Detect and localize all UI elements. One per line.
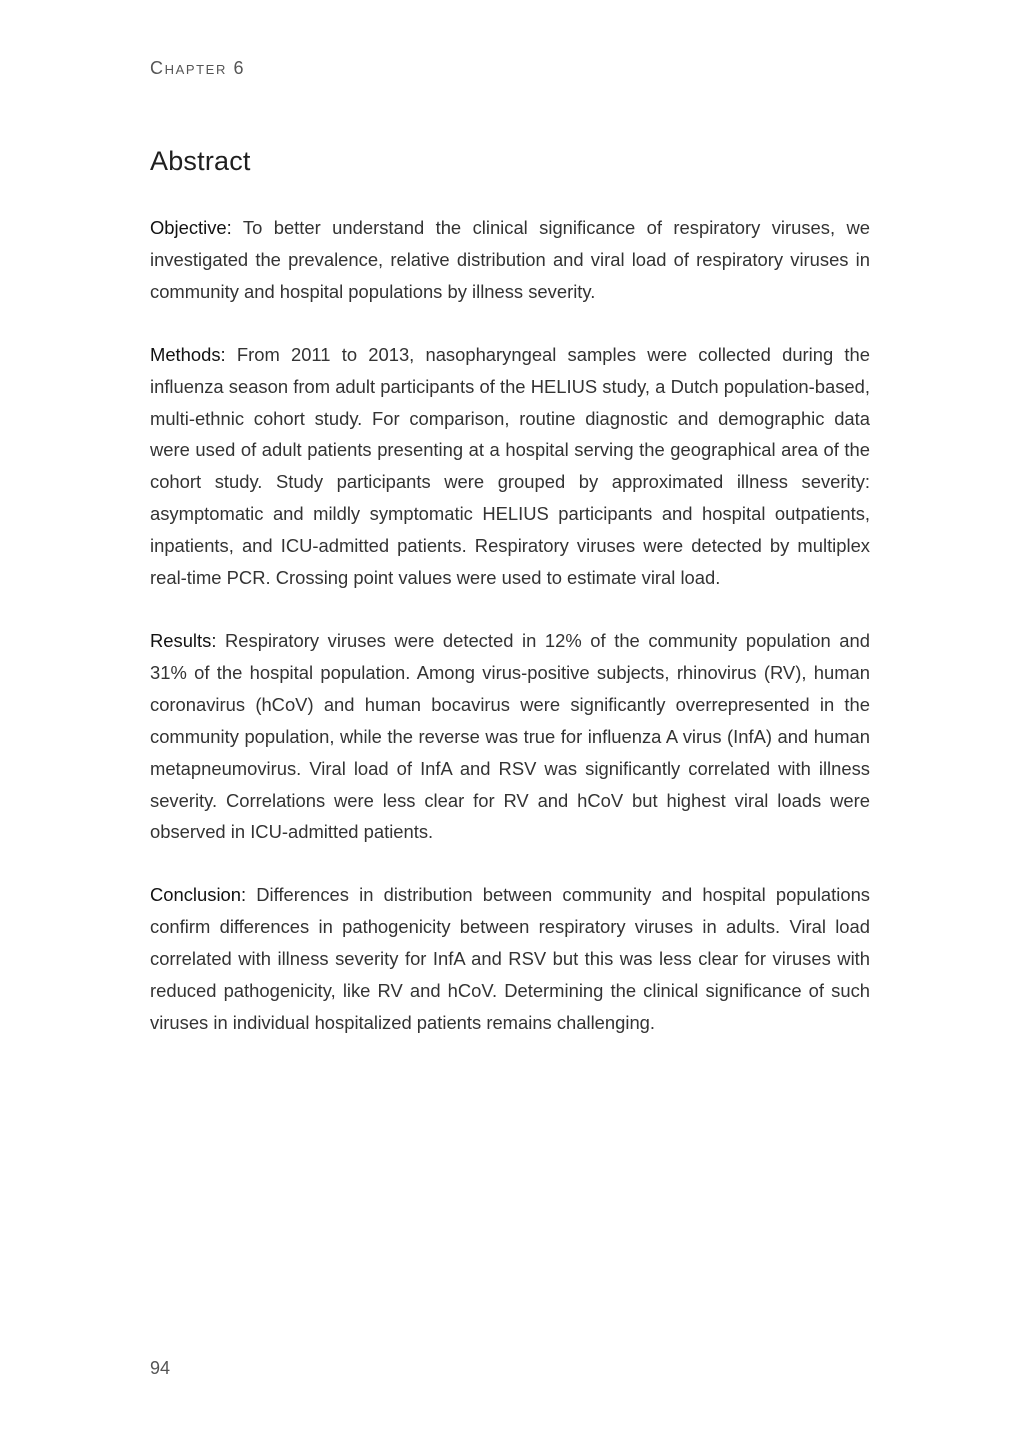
running-head: Chapter 6 [150, 58, 246, 78]
page-number: 94 [150, 1358, 171, 1378]
conclusion-label: Conclusion: [150, 884, 247, 906]
conclusion-paragraph [150, 879, 870, 1039]
objective-paragraph [150, 212, 870, 308]
page-title: Abstract [150, 146, 251, 176]
results-label: Results: [150, 629, 217, 651]
methods-text: From 2011 to 2013, nasopharyngeal samples were collected during the influenza season from adult participants of the HELIUS study, a Dutch population-based, multi-ethnic cohort study. For comparison, routine diagnostic and demographic data were used of adult patients presenting at a hospital serving the geographical area of the cohort study. Study participants were grouped by approximated illness severity: asymptomatic and mildly symptomatic HELIUS participants and hospital outpatients, inpatients, and ICU-admitted patients. Respiratory viruses were detected by multiplex real-time PCR. Crossing point values were used to estimate viral load. [150, 343, 870, 589]
abstract-body [150, 212, 870, 1070]
methods-paragraph [150, 339, 870, 594]
objective-text: To better understand the clinical significance of respiratory viruses, we investigated the prevalence, relative distribution and viral load of respiratory viruses in community and hospital populations by illness severity. [150, 217, 871, 302]
results-paragraph [150, 625, 870, 848]
objective-label: Objective: [150, 217, 232, 238]
methods-label: Methods: [150, 343, 226, 365]
conclusion-text: Differences in distribution between community and hospital populations confirm differences in pathogenicity between respiratory viruses in adults. Viral load correlated with illness severity for InfA and RSV but this was less clear for viruses with reduced pathogenicity, like RV and hCoV. Determining the clinical significance of such viruses in individual hospitalized patients remains challenging. [150, 884, 870, 1033]
results-text: Respiratory viruses were detected in 12% of the community population and 31% of the hospital population. Among virus-positive subjects, rhinovirus (RV), human coronavirus (hCoV) and human bocavirus were significantly overrepresented in the community population, while the reverse was true for influenza A virus (InfA) and human metapneumovirus. Viral load of InfA and RSV was significantly correlated with illness severity. Correlations were less clear for RV and hCoV but highest viral loads were observed in ICU-admitted patients. [150, 629, 870, 843]
